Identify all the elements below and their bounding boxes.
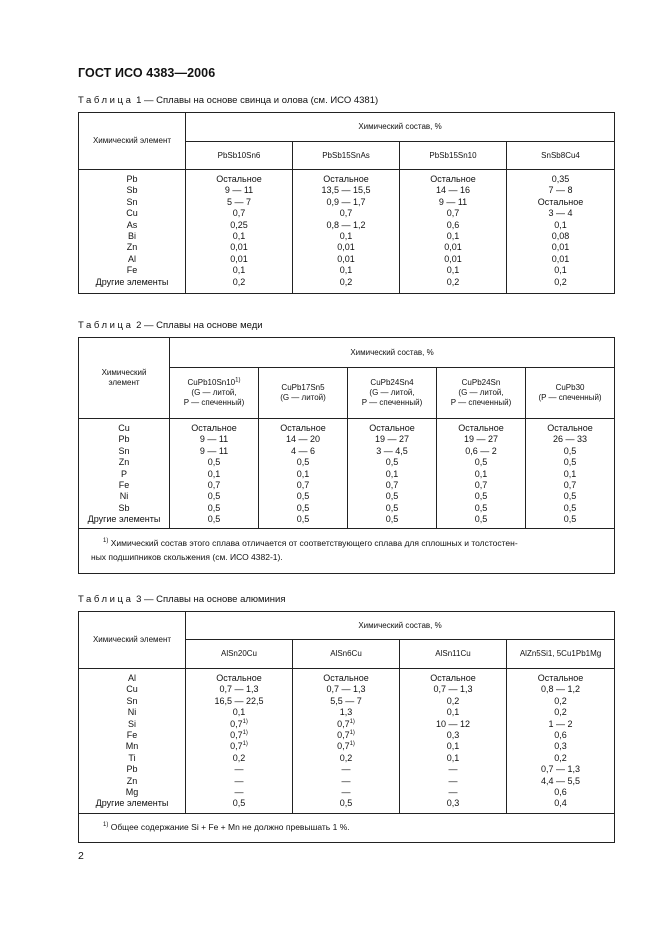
- element-label: Sb: [118, 502, 130, 513]
- footnote-mark: 1): [103, 822, 109, 829]
- value-cell: —: [341, 787, 351, 798]
- alloy-name: CuPb24Sn4: [370, 378, 414, 387]
- value-cell: Остальное: [191, 423, 237, 433]
- value-cell: 16,5 — 22,5: [214, 695, 264, 706]
- value-cell: 0,5: [474, 491, 488, 502]
- alloy-name: CuPb17Sn5: [281, 383, 325, 392]
- value-cell: Остальное: [280, 423, 326, 433]
- table2-caption-text: 2 — Сплавы на основе меди: [133, 320, 263, 331]
- value-cell: 19 — 27: [374, 434, 410, 445]
- footnote-text: Общее содержание Si + Fe + Mn не должно превышать 1 %.: [108, 822, 350, 832]
- value-cell: 0,6 — 2: [465, 445, 497, 456]
- value-cell: 0,7: [207, 480, 221, 491]
- table2: [78, 337, 615, 574]
- value-cell: 0,08: [551, 231, 570, 242]
- table3-footnote: [79, 814, 615, 843]
- value-cell: 0,5: [385, 502, 399, 513]
- table3-caption-text: 3 — Сплавы на основе алюминия: [133, 594, 286, 605]
- value-cell: 0,8 — 1,2: [541, 684, 581, 695]
- table3-elements-column: [79, 669, 186, 814]
- table2-values-column: [259, 419, 348, 529]
- value-text: 0,7: [337, 741, 350, 752]
- value-cell: 0,7: [446, 208, 460, 219]
- table3-values-column: [400, 669, 507, 814]
- element-label: Cu: [118, 423, 130, 433]
- value-cell: 9 — 11: [199, 434, 229, 445]
- value-cell: 0,01: [444, 242, 462, 253]
- value-cell: Остальное: [430, 174, 476, 184]
- value-cell: 0,3: [554, 741, 567, 752]
- value-cell: —: [448, 775, 458, 786]
- value-cell: 0,1: [446, 231, 460, 242]
- table3-caption-word: Таблица: [78, 594, 134, 605]
- value-cell: —: [341, 764, 351, 775]
- value-cell: 0,01: [551, 242, 570, 253]
- value-cell: 1,3: [339, 707, 353, 718]
- value-cell: 0,7 — 1,3: [326, 684, 366, 695]
- table2-elements-column: [79, 419, 170, 529]
- table1-alloy-header: PbSb10Sn6: [186, 142, 293, 170]
- value-cell: 0,2: [339, 752, 353, 763]
- table2-element-header: [79, 338, 170, 419]
- footnote-ref: 1): [349, 730, 355, 737]
- value-cell: 0,5: [385, 514, 399, 525]
- value-cell: 9 — 11: [224, 185, 254, 196]
- value-cell: 0,1: [446, 741, 460, 752]
- value-cell: Остальное: [323, 174, 369, 184]
- value-text: 0,7: [230, 718, 243, 729]
- table1: [78, 112, 615, 294]
- value-cell: 0,1: [446, 707, 460, 718]
- value-cell: [293, 741, 399, 752]
- element-label: Al: [127, 253, 136, 264]
- value-cell: [186, 730, 292, 741]
- value-cell: 26 — 33: [553, 434, 588, 445]
- value-cell: 0,4: [554, 798, 567, 809]
- value-cell: Остальное: [547, 423, 593, 433]
- alloy-note: (G — литой,: [191, 388, 237, 397]
- element-label: Ti: [128, 752, 136, 763]
- table1-values-column: [293, 170, 400, 294]
- value-cell: 5 — 7: [226, 196, 251, 207]
- table3-caption: [78, 594, 285, 605]
- table2-element-header-line: Химический: [101, 368, 147, 377]
- element-label: Fe: [126, 265, 138, 276]
- element-label: Mn: [125, 741, 139, 752]
- table1-values-column: [507, 170, 615, 294]
- table3-alloy-header: AlSn6Cu: [293, 640, 400, 669]
- value-cell: 0,1: [554, 265, 567, 276]
- value-cell: 0,7: [232, 208, 246, 219]
- value-cell: —: [448, 787, 458, 798]
- value-cell: 0,7: [339, 208, 353, 219]
- value-cell: 0,3: [446, 798, 460, 809]
- value-cell: 0,7: [296, 480, 310, 491]
- value-cell: —: [234, 764, 244, 775]
- table3-alloy-header: AlZn5Si1, 5Cu1Pb1Mg: [507, 640, 615, 669]
- table2-values-column: [526, 419, 615, 529]
- value-cell: 0,5: [563, 502, 577, 513]
- value-cell: [293, 719, 399, 730]
- value-cell: 7 — 8: [548, 185, 573, 196]
- table3-element-header: Химический элемент: [79, 612, 186, 669]
- value-cell: 0,9 — 1,7: [326, 196, 366, 207]
- table1-alloy-header: PbSb15SnAs: [293, 142, 400, 170]
- value-cell: 0,5: [207, 502, 221, 513]
- element-label: As: [126, 219, 138, 230]
- element-label: Sb: [126, 185, 138, 196]
- table2-values-column: [170, 419, 259, 529]
- value-cell: 0,1: [339, 231, 353, 242]
- value-cell: 3 — 4,5: [376, 445, 408, 456]
- element-label: Zn: [126, 775, 138, 786]
- value-cell: 0,1: [446, 265, 460, 276]
- table2-alloy-header: [526, 368, 615, 419]
- alloy-note: P — спеченный): [450, 398, 512, 407]
- footnote-ref: 1): [242, 718, 248, 725]
- value-text: 0,7: [337, 718, 350, 729]
- value-cell: Остальное: [216, 673, 262, 683]
- value-cell: Остальное: [216, 174, 262, 184]
- table2-alloy-header: [437, 368, 526, 419]
- table3-values-column: [293, 669, 400, 814]
- value-cell: 0,5: [207, 457, 221, 468]
- value-cell: —: [234, 787, 244, 798]
- value-cell: 0,2: [232, 276, 246, 287]
- table2-alloy-header: [259, 368, 348, 419]
- value-cell: 0,7 — 1,3: [541, 764, 581, 775]
- value-cell: 19 — 27: [463, 434, 499, 445]
- value-cell: 0,3: [446, 730, 460, 741]
- table2-footnote: [79, 529, 615, 574]
- table2-alloy-header: [348, 368, 437, 419]
- value-cell: 0,1: [232, 231, 246, 242]
- value-cell: 0,5: [296, 502, 310, 513]
- footnote-ref: 1): [242, 741, 248, 748]
- value-cell: 0,5: [296, 491, 310, 502]
- element-label: Si: [127, 718, 136, 729]
- value-cell: Остальное: [369, 423, 415, 433]
- value-cell: 0,1: [207, 468, 221, 479]
- value-cell: 0,1: [554, 219, 567, 230]
- value-cell: 0,1: [339, 265, 353, 276]
- value-text: 0,7: [230, 730, 243, 741]
- value-cell: 10 — 12: [435, 718, 471, 729]
- table2-element-header-line: элемент: [108, 378, 140, 387]
- value-cell: 0,5: [563, 445, 577, 456]
- table2-values-column: [437, 419, 526, 529]
- value-cell: 0,6: [554, 787, 567, 798]
- table1-alloy-header: SnSb8Cu4: [507, 142, 615, 170]
- value-cell: 0,1: [474, 468, 488, 479]
- value-cell: 0,2: [339, 276, 353, 287]
- alloy-note: P — спеченный): [361, 398, 423, 407]
- table1-alloy-header: PbSb15Sn10: [400, 142, 507, 170]
- table2-values-column: [348, 419, 437, 529]
- value-cell: 4 — 6: [290, 445, 315, 456]
- value-cell: 0,5: [563, 491, 577, 502]
- table1-element-header: Химический элемент: [79, 113, 186, 170]
- value-cell: Остальное: [458, 423, 504, 433]
- value-cell: 0,8 — 1,2: [326, 219, 366, 230]
- value-cell: 0,5: [207, 491, 221, 502]
- value-cell: 0,7: [563, 480, 577, 491]
- element-label: Sn: [118, 445, 130, 456]
- value-cell: 0,5: [339, 798, 353, 809]
- value-cell: 0,35: [551, 174, 570, 184]
- value-cell: Остальное: [537, 673, 584, 683]
- value-cell: 14 — 20: [285, 434, 321, 445]
- value-cell: 0,1: [446, 752, 460, 763]
- footnote-mark: 1): [103, 538, 109, 545]
- value-cell: 0,2: [554, 752, 567, 763]
- footnote-text: Химический состав этого сплава отличается от соответствующего сплава для сплошных и толстостен-: [108, 538, 518, 548]
- footnote-ref: 1): [242, 730, 248, 737]
- element-label: Sn: [126, 695, 138, 706]
- page-number: 2: [78, 850, 84, 862]
- table3: [78, 611, 615, 843]
- value-cell: 0,01: [337, 253, 355, 264]
- value-cell: 0,2: [554, 276, 567, 287]
- value-text: 0,7: [337, 730, 350, 741]
- value-cell: —: [234, 775, 244, 786]
- element-label: Zn: [126, 242, 138, 253]
- value-cell: 0,6: [446, 219, 460, 230]
- value-cell: —: [448, 764, 458, 775]
- element-label: Mg: [125, 787, 139, 798]
- element-label: Pb: [118, 434, 130, 445]
- value-cell: 14 — 16: [435, 185, 471, 196]
- value-cell: 4,4 — 5,5: [541, 775, 581, 786]
- table3-values-column: [507, 669, 615, 814]
- footnote-ref: 1): [349, 718, 355, 725]
- alloy-name: CuPb24Sn: [461, 378, 501, 387]
- table2-alloy-header: [170, 368, 259, 419]
- table2-composition-header: Химический состав, %: [170, 338, 615, 368]
- value-cell: 1 — 2: [548, 718, 573, 729]
- footnote-text: ных подшипников скольжения (см. ИСО 4382-1).: [91, 552, 283, 562]
- value-cell: 0,1: [563, 468, 577, 479]
- alloy-name: CuPb30: [555, 383, 585, 392]
- alloy-note: (G — литой): [280, 393, 326, 402]
- value-cell: 0,5: [207, 514, 221, 525]
- element-label: Zn: [118, 457, 130, 468]
- footnote-ref: 1): [349, 741, 355, 748]
- table3-composition-header: Химический состав, %: [186, 612, 615, 640]
- table1-values-column: [400, 170, 507, 294]
- value-cell: 0,5: [474, 514, 488, 525]
- value-cell: 0,5: [385, 457, 399, 468]
- value-cell: 0,1: [232, 265, 246, 276]
- value-cell: 0,7 — 1,3: [219, 684, 259, 695]
- value-cell: 0,1: [296, 468, 310, 479]
- value-cell: —: [341, 775, 351, 786]
- value-cell: [186, 741, 292, 752]
- alloy-note: (G — литой,: [458, 388, 504, 397]
- footnote-ref: 1): [235, 377, 241, 384]
- standard-title: ГОСТ ИСО 4383—2006: [78, 66, 216, 80]
- value-cell: 0,7 — 1,3: [433, 684, 473, 695]
- table1-elements-column: [79, 170, 186, 294]
- table3-values-column: [186, 669, 293, 814]
- value-cell: 0,01: [230, 242, 248, 253]
- value-cell: 0,2: [232, 752, 246, 763]
- alloy-note: (G — литой,: [369, 388, 415, 397]
- table1-values-column: [186, 170, 293, 294]
- table1-caption-word: Таблица: [78, 95, 134, 106]
- value-cell: 0,01: [230, 253, 248, 264]
- value-cell: 0,2: [446, 276, 460, 287]
- value-cell: 0,1: [385, 468, 399, 479]
- value-cell: Остальное: [537, 196, 584, 207]
- table2-caption: [78, 320, 263, 331]
- value-cell: 0,5: [563, 514, 577, 525]
- value-cell: 0,2: [446, 695, 460, 706]
- value-cell: 0,5: [474, 502, 488, 513]
- value-cell: Остальное: [323, 673, 369, 683]
- value-text: 0,7: [230, 741, 243, 752]
- element-label: Другие элементы: [95, 276, 169, 287]
- value-cell: 0,5: [563, 457, 577, 468]
- element-label: Другие элементы: [95, 798, 169, 809]
- value-cell: 0,7: [385, 480, 399, 491]
- value-cell: 0,01: [444, 253, 462, 264]
- value-cell: 0,7: [474, 480, 488, 491]
- element-label: Cu: [126, 208, 138, 219]
- element-label: Pb: [126, 174, 138, 184]
- value-cell: 3 — 4: [548, 208, 573, 219]
- value-cell: [293, 730, 399, 741]
- value-cell: 0,5: [474, 457, 488, 468]
- alloy-note: P — спеченный): [183, 398, 245, 407]
- element-label: Fe: [126, 730, 138, 741]
- element-label: Другие элементы: [87, 514, 161, 525]
- value-cell: 0,01: [337, 242, 355, 253]
- table1-composition-header: Химический состав, %: [186, 113, 615, 142]
- table1-caption: [78, 95, 378, 106]
- element-label: Bi: [127, 231, 136, 242]
- value-cell: 0,5: [296, 457, 310, 468]
- value-cell: 5,5 — 7: [330, 695, 362, 706]
- alloy-note: (P — спеченный): [538, 393, 602, 402]
- value-cell: 13,5 — 15,5: [321, 185, 371, 196]
- value-cell: 0,6: [554, 730, 567, 741]
- element-label: P: [120, 468, 127, 479]
- value-cell: 0,2: [554, 695, 567, 706]
- alloy-name: CuPb10Sn10: [187, 378, 236, 387]
- element-label: Fe: [118, 480, 130, 491]
- table3-alloy-header: AlSn20Cu: [186, 640, 293, 669]
- value-cell: 0,2: [554, 707, 567, 718]
- element-label: Ni: [119, 491, 129, 502]
- element-label: Al: [127, 673, 136, 683]
- value-cell: 0,5: [385, 491, 399, 502]
- value-cell: Остальное: [430, 673, 476, 683]
- element-label: Sn: [126, 196, 138, 207]
- element-label: Pb: [126, 764, 138, 775]
- value-cell: 9 — 11: [199, 445, 229, 456]
- table3-alloy-header: AlSn11Cu: [400, 640, 507, 669]
- value-cell: [186, 719, 292, 730]
- element-label: Cu: [126, 684, 138, 695]
- table2-caption-word: Таблица: [78, 320, 134, 331]
- value-cell: 0,5: [232, 798, 246, 809]
- table1-caption-text: 1 — Сплавы на основе свинца и олова (см. ИСО 4381): [133, 95, 379, 106]
- value-cell: 9 — 11: [438, 196, 468, 207]
- value-cell: 0,1: [232, 707, 246, 718]
- value-cell: 0,25: [230, 219, 248, 230]
- value-cell: 0,5: [296, 514, 310, 525]
- element-label: Ni: [127, 707, 137, 718]
- value-cell: 0,01: [551, 253, 570, 264]
